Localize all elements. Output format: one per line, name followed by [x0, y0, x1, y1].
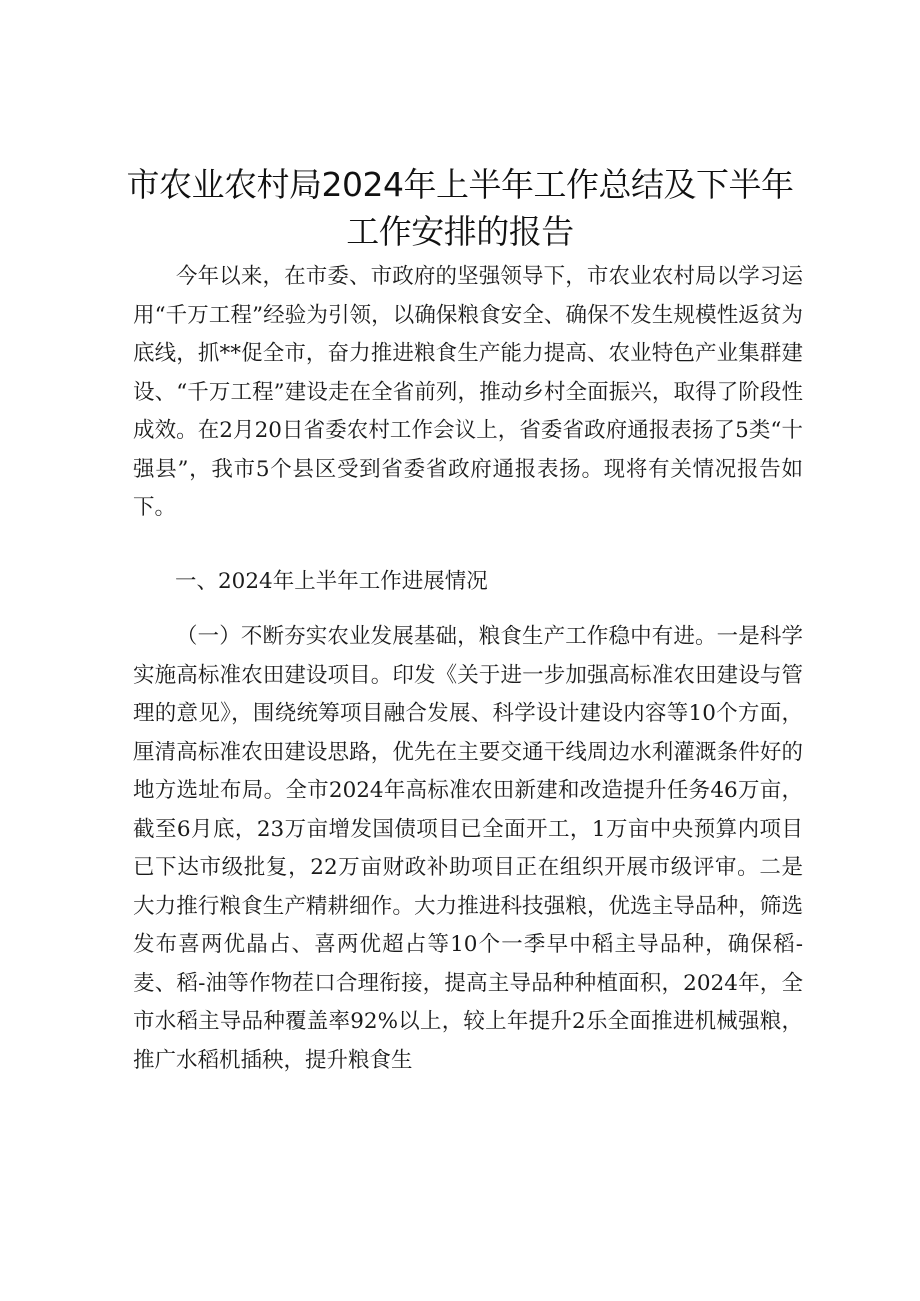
document-title-line-2: 工作安排的报告: [346, 212, 574, 251]
section-heading: 一、2024年上半年工作进展情况: [175, 569, 488, 594]
intro-paragraph: 今年以来，在市委、市政府的坚强领导下，市农业农村局以学习运用“千万工程”经验为引领，以确保粮食安全、确保不发生规模性返贫为底线，抓**促全市，奋力推进粮食生产能力提高、农业特色产业集群建设、“千万工程”建设走在全省前列，推动乡村全面振兴，取得了阶段性成效。在2月20日省委农村工作会议上，省委省政府通报表扬了5类“十强县”，我市5个县区受到省委省政府通报表扬。现将有关情况报告如下。: [133, 264, 803, 520]
section-1-paragraph: （一）不断夯实农业发展基础，粮食生产工作稳中有进。一是科学实施高标准农田建设项目。印发《关于进一步加强高标准农田建设与管理的意见》，围绕统筹项目融合发展、科学设计建设内容等10个方面，厘清高标准农田建设思路，优先在主要交通干线周边水利灌溉条件好的地方选址布局。全市2024年高标准农田新建和改造提升任务46万亩，截至6月底，23万亩增发国债项目已全面开工，1万亩中央预算内项目已下达市级批复，22万亩财政补助项目正在组织开展市级评审。二是大力推行粮食生产精耕细作。大力推进科技强粮，优选主导品种，筛选发布喜两优晶占、喜两优超占等10个一季早中稻主导品种，确保稻-麦、稻-油等作物茬口合理衔接，提高主导品种种植面积，2024年，全市水稻主导品种覆盖率92%以上，较上年提升2乐全面推进机械强粮，推广水稻机插秧，提升粮食生: [133, 624, 803, 1073]
document-title-line-1: 市农业农村局2024年上半年工作总结及下半年: [126, 165, 794, 204]
